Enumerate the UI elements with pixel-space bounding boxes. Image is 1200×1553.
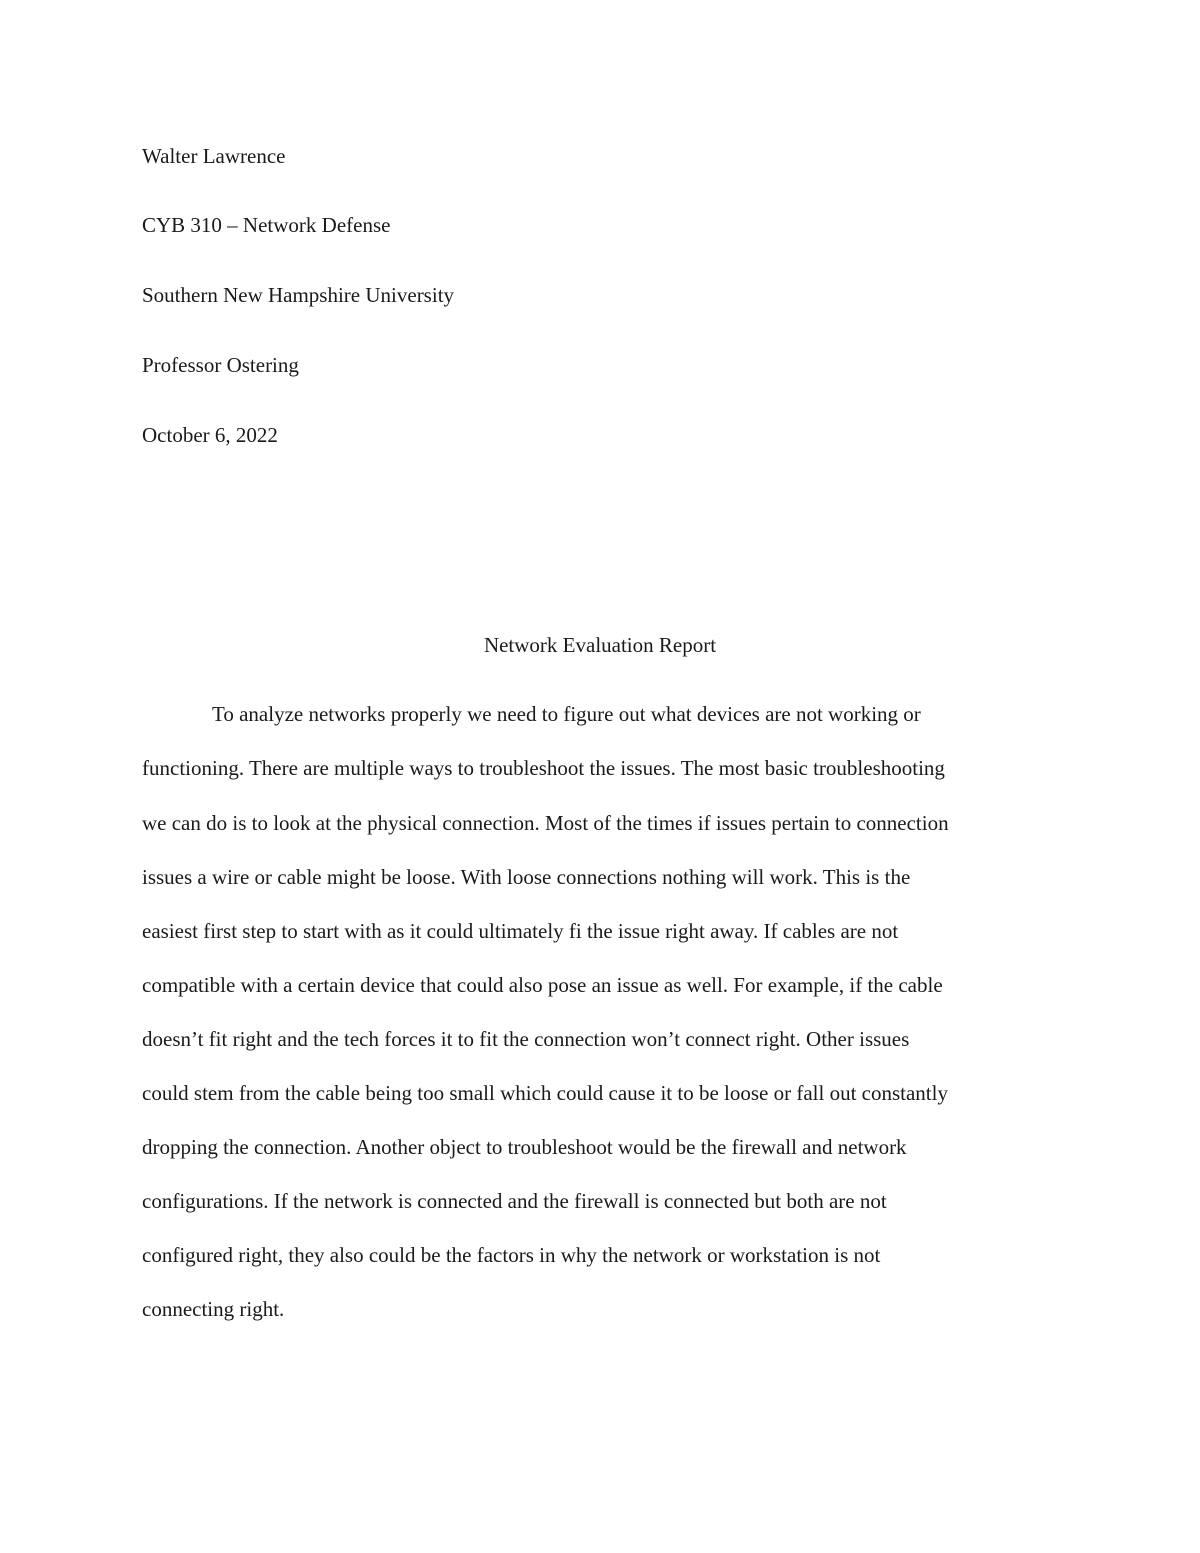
paragraph-line: could stem from the cable being too small which could cause it to be loose or fall out constantly: [142, 1081, 948, 1105]
course-name: CYB 310 – Network Defense: [142, 213, 391, 237]
paragraph-line: dropping the connection. Another object to troubleshoot would be the firewall and network: [142, 1135, 907, 1159]
paragraph-line: easiest first step to start with as it could ultimately fi the issue right away. If cables are not: [142, 919, 899, 943]
institution-name: Southern New Hampshire University: [142, 283, 455, 307]
paragraph-line: functioning. There are multiple ways to troubleshoot the issues. The most basic troubleshooting: [142, 756, 945, 780]
report-title: Network Evaluation Report: [483, 633, 717, 657]
paragraph-line: connecting right.: [142, 1297, 285, 1321]
paragraph-line: To analyze networks properly we need to figure out what devices are not working or: [212, 702, 921, 726]
document-date: October 6, 2022: [142, 423, 278, 447]
paragraph-line: we can do is to look at the physical connection. Most of the times if issues pertain to connection: [142, 811, 949, 835]
paragraph-line: configurations. If the network is connected and the firewall is connected but both are not: [142, 1189, 887, 1213]
paragraph-line: doesn’t fit right and the tech forces it to fit the connection won’t connect right. Other issues: [142, 1027, 910, 1051]
author-name: Walter Lawrence: [142, 144, 286, 168]
instructor-name: Professor Ostering: [142, 353, 299, 377]
paragraph-line: compatible with a certain device that could also pose an issue as well. For example, if the cable: [142, 973, 943, 997]
paragraph-line: issues a wire or cable might be loose. With loose connections nothing will work. This is the: [142, 865, 911, 889]
paragraph-line: configured right, they also could be the factors in why the network or workstation is not: [142, 1243, 881, 1267]
